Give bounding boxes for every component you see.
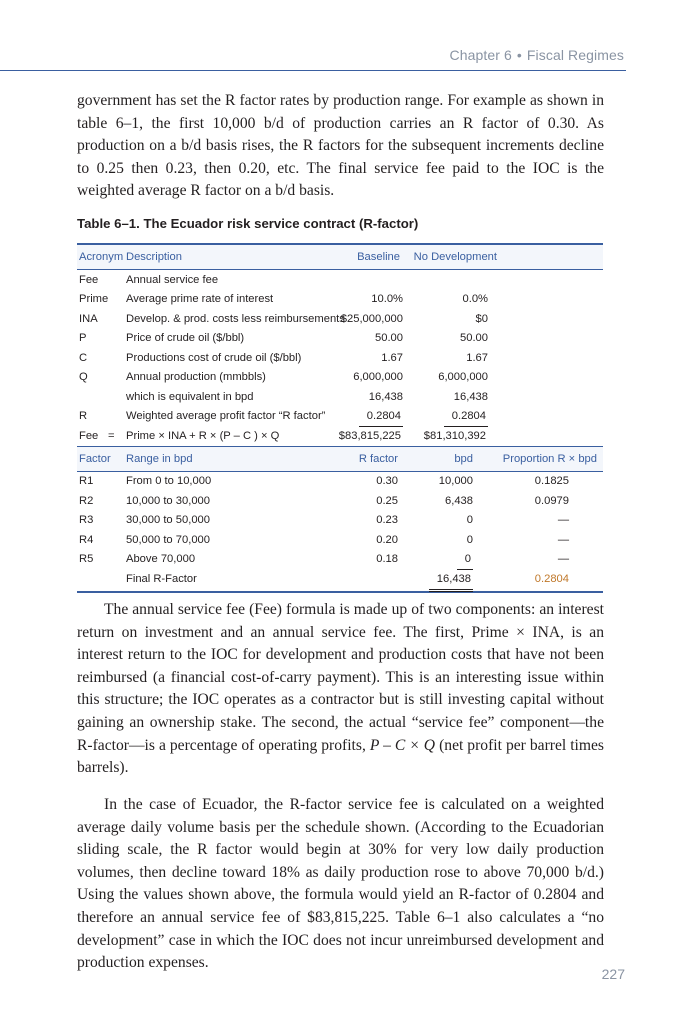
cell-description: Weighted average profit factor “R factor” xyxy=(126,410,326,423)
table-row xyxy=(77,407,603,427)
cell-acronym: Fee xyxy=(79,273,99,286)
cell-no-development: 0.0% xyxy=(462,293,488,306)
cell-baseline: $25,000,000 xyxy=(340,312,403,325)
cell-r-factor: 0.30 xyxy=(376,475,398,488)
cell-description: which is equivalent in bpd xyxy=(126,390,254,403)
cell-factor: R3 xyxy=(79,514,94,527)
cell-no-development: 50.00 xyxy=(460,332,488,345)
table-title: Table 6–1. The Ecuador risk service contract (R-factor) xyxy=(77,216,419,231)
cell-acronym: Prime xyxy=(79,293,109,306)
header-description: Description xyxy=(126,251,182,263)
cell-range: From 0 to 10,000 xyxy=(126,475,212,488)
table-row xyxy=(77,530,603,550)
header-bpd: bpd xyxy=(454,452,473,465)
table-row xyxy=(77,309,603,329)
cell-acronym: R xyxy=(79,410,88,423)
cell-factor: R2 xyxy=(79,494,94,507)
separator-bullet: • xyxy=(516,47,522,63)
running-head xyxy=(450,47,625,63)
cell-factor: R4 xyxy=(79,533,94,546)
cell-acronym: Q xyxy=(79,371,88,384)
header-proportion: Proportion R × bpd xyxy=(502,452,597,465)
table-row xyxy=(77,290,603,310)
cell-r-factor: 0.18 xyxy=(376,553,398,566)
formula-no-development: $81,310,392 xyxy=(416,426,488,449)
cell-bpd: 0 xyxy=(466,533,473,546)
schedule-header-row xyxy=(77,446,603,472)
cell-baseline: 6,000,000 xyxy=(353,371,403,384)
cell-proportion: — xyxy=(557,514,569,527)
cell-factor: R5 xyxy=(79,553,94,566)
table-row xyxy=(77,511,603,531)
header-factor: Factor xyxy=(79,452,111,465)
cell-range: 50,000 to 70,000 xyxy=(126,533,210,546)
formula-acronym: Fee xyxy=(79,429,99,442)
variables-section xyxy=(77,270,603,426)
header-acronym: Acronym xyxy=(79,251,124,263)
cell-acronym: INA xyxy=(79,312,98,325)
header-range: Range in bpd xyxy=(126,452,193,465)
cell-baseline: 16,438 xyxy=(368,390,403,403)
table-row xyxy=(77,329,603,349)
formula-baseline: $83,815,225 xyxy=(331,426,403,449)
cell-proportion: 0.1825 xyxy=(534,475,569,488)
cell-range: 10,000 to 30,000 xyxy=(126,494,210,507)
header-r-factor: R factor xyxy=(358,452,398,465)
cell-range: Above 70,000 xyxy=(126,553,196,566)
cell-baseline: 10.0% xyxy=(371,293,403,306)
table-row xyxy=(77,348,603,368)
cell-baseline: 0.2804 xyxy=(359,407,403,428)
fee-formula-row xyxy=(77,426,603,446)
cell-r-factor: 0.20 xyxy=(376,533,398,546)
table-row xyxy=(77,491,603,511)
final-bpd: 16,438 xyxy=(429,569,473,592)
cell-baseline: 1.67 xyxy=(381,351,403,364)
cell-bpd: 6,438 xyxy=(445,494,473,507)
cell-baseline: 50.00 xyxy=(375,332,403,345)
cell-description: Develop. & prod. costs less reimbursements xyxy=(126,312,345,325)
formula-text-a: The annual service fee (Fee) formula is made up of two components: an interest return on investment and an annual service fee. The first, Prime × INA, is an interest return to the IOC for development and production costs that have not been reimbursed (a financial cost-of-carry payment). This is an interesting issue within this structure; the IOC operates as a contractor but is still investing capital without gaining an ownership stake. The second, the actual “service fee” component—the R-factor—is a percentage of operating profits, xyxy=(77,601,604,754)
table-row xyxy=(77,472,603,492)
final-r-factor-row xyxy=(77,569,603,589)
final-proportion: 0.2804 xyxy=(534,572,569,585)
cell-description: Average prime rate of interest xyxy=(126,293,274,306)
table-row xyxy=(77,550,603,570)
cell-bpd: 0 xyxy=(466,514,473,527)
page-number: 227 xyxy=(601,966,625,982)
cell-range: 30,000 to 50,000 xyxy=(126,514,210,527)
table-row xyxy=(77,387,603,407)
cell-no-development: $0 xyxy=(475,312,488,325)
table-header-row xyxy=(77,243,603,270)
cell-no-development: 6,000,000 xyxy=(438,371,488,384)
cell-factor: R1 xyxy=(79,475,94,488)
formula-math: P – C × Q xyxy=(369,736,436,754)
formula-equals: = xyxy=(108,429,115,442)
final-label: Final R-Factor xyxy=(126,572,197,585)
header-baseline: Baseline xyxy=(357,251,400,263)
cell-proportion: 0.0979 xyxy=(534,494,569,507)
cell-bpd: 10,000 xyxy=(438,475,473,488)
cell-bpd: 0 xyxy=(457,550,473,571)
table-row xyxy=(77,368,603,388)
table-bottom-rule xyxy=(77,591,603,593)
formula-text-b: (net profit per barrel times barrels). xyxy=(77,736,604,777)
chapter-label: Chapter 6 xyxy=(449,47,512,63)
cell-r-factor: 0.23 xyxy=(376,514,398,527)
header-no-development: No Development xyxy=(413,251,497,263)
header-rule xyxy=(0,70,626,71)
formula-description: Prime × INA + R × (P – C ) × Q xyxy=(126,429,280,442)
ecuador-paragraph: In the case of Ecuador, the R-factor service fee is calculated on a weighted average daily volume basis per the schedule shown. (According to the Ecuadorian sliding scale, the R factor would begin at 30% for very low daily production volumes, then decline toward 18% as daily production rose to above 70,000 b/d.) Using the values shown above, the formula would yield an R-factor of 0.2804 and therefore an annual service fee of $83,815,225. Table 6–1 also calculates a “no development” case in which the IOC does not incur unreimbursed development and production expenses. xyxy=(77,796,604,972)
cell-no-development: 0.2804 xyxy=(444,407,488,428)
cell-no-development: 1.67 xyxy=(466,351,488,364)
cell-no-development: 16,438 xyxy=(453,390,488,403)
cell-r-factor: 0.25 xyxy=(376,494,398,507)
table-row xyxy=(77,270,603,290)
formula-paragraph xyxy=(77,599,604,780)
cell-description: Productions cost of crude oil ($/bbl) xyxy=(126,351,302,364)
cell-acronym: C xyxy=(79,351,88,364)
cell-proportion: — xyxy=(557,533,569,546)
r-factor-table xyxy=(77,243,603,593)
cell-description: Annual service fee xyxy=(126,273,219,286)
cell-description: Annual production (mmbbls) xyxy=(126,371,266,384)
cell-proportion: — xyxy=(557,553,569,566)
intro-paragraph: government has set the R factor rates by production range. For example as shown in table 6–1, the first 10,000 b/d of production carries an R factor of 0.30. As production on a b/d basis rises, the R factors for the subsequent increments decline to 0.25 then 0.23, then 0.20, etc. The final service fee paid to the IOC is the weighted average R factor on a b/d basis. xyxy=(77,92,604,200)
cell-description: Price of crude oil ($/bbl) xyxy=(126,332,245,345)
section-label: Fiscal Regimes xyxy=(526,47,624,63)
schedule-section xyxy=(77,472,603,570)
cell-acronym: P xyxy=(79,332,87,345)
